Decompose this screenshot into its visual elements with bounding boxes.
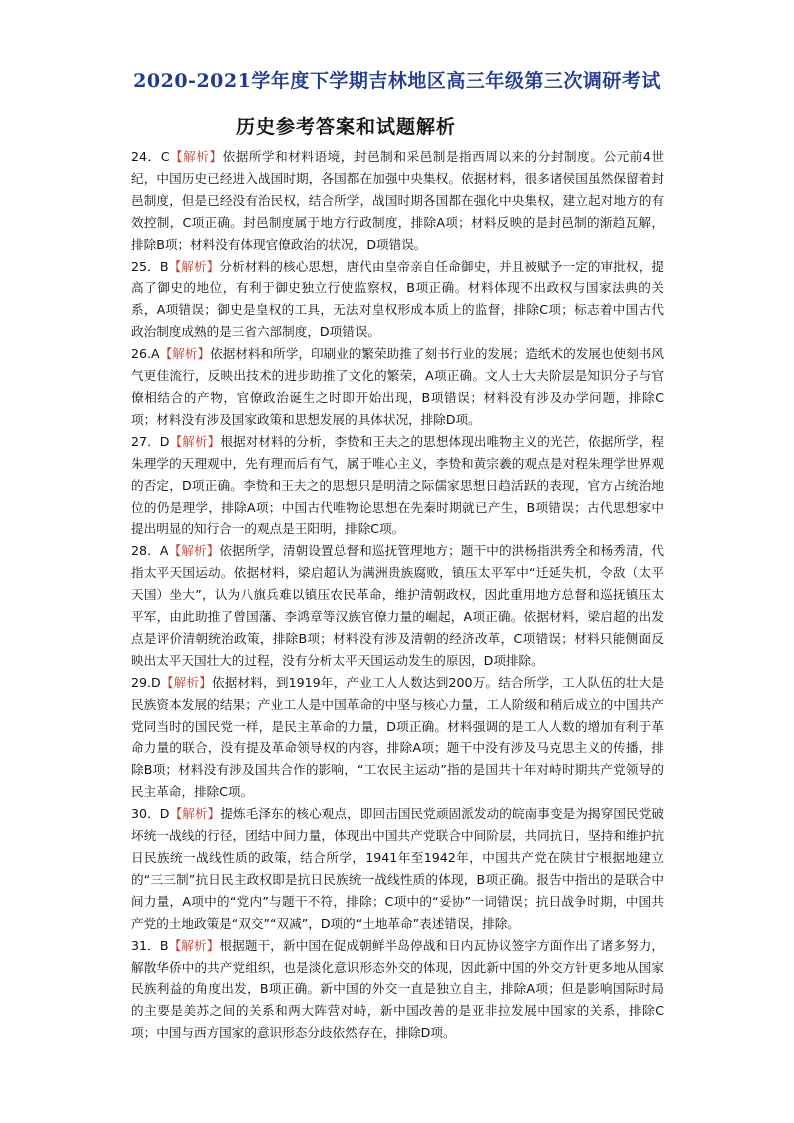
answer-number: 31．B	[131, 937, 169, 953]
answer-text: 依据材料和所学，印刷业的繁荣助推了刻书行业的发展；造纸术的发展也使刻书风气更佳流行，反映出技术的进步助推了文化的繁荣，A项正确。文人士大夫阶层是知识分子与官僚相结合的产物，官僚政治诞生之时即开始出现，B项错误；材料没有涉及办学问题，排除C项；材料没有涉及国家政策和思想发展的具体状况，排除D项。	[131, 346, 665, 427]
answer-item	[131, 431, 664, 541]
analysis-tag: 【解析】	[169, 433, 221, 449]
analysis-tag: 【解析】	[169, 149, 223, 164]
answer-item	[131, 343, 664, 431]
page-title: 2020-2021学年度下学期吉林地区高三年级第三次调研考试	[133, 70, 661, 92]
answer-number: 24．C	[131, 149, 170, 164]
answer-number: 27．D	[131, 433, 170, 449]
answer-text: 依据所学，清朝设置总督和巡抚管理地方；题干中的洪杨指洪秀全和杨秀清，代指太平天国运动。依据材料，梁启超认为满洲贵族腐败，镇压太平军中“迁延失机，令敌（太平天国）坐大”，认为八旗兵难以镇压农民革命，维护清朝政权，因此重用地方总督和巡抚镇压太平军，由此助推了曾国藩、李鸿章等汉族官僚力量的崛起，A项正确。依据材料，梁启超的出发点是评价清朝统治政策，排除B项；材料没有涉及清朝的经济改革，C项错误；材料只能侧面反映出太平天国壮大的过程，没有分析太平天国运动发生的原因，D项排除。	[131, 543, 665, 668]
answer-item	[131, 935, 664, 1045]
analysis-tag: 【解析】	[168, 937, 220, 953]
analysis-tag: 【解析】	[168, 258, 220, 274]
analysis-tag: 【解析】	[169, 806, 221, 822]
answer-item	[131, 146, 664, 256]
answer-number: 25．B	[131, 258, 169, 274]
answer-text: 依据所学和材料语境，封邑制和采邑制是指西周以来的分封制度。公元前4世纪，中国历史已经进入战国时期，各国都在加强中央集权。依据材料，很多诸侯国虽然保留着封邑制度，但是已经没有治民权，结合所学，战国时期各国都在强化中央集权，建立起对地方的有效控制，C项正确。封邑制度属于地方行政制度，排除A项；材料反映的是封邑制的渐趋瓦解，排除B项；材料没有体现官僚政治的状况，D项错误。	[131, 149, 664, 252]
answer-item	[131, 256, 664, 344]
answer-item	[131, 672, 664, 803]
answer-number: 29.D	[131, 674, 161, 690]
analysis-tag: 【解析】	[160, 674, 212, 690]
answer-text: 根据题干，新中国在促成朝鲜半岛停战和日内瓦协议签字方面作出了诸多努力，解散华侨中的共产党组织，也是淡化意识形态外交的体现，因此新中国的外交方针更多地从国家民族利益的角度出发，B项正确。新中国的外交一直是独立自主，排除A项；但是影响国际时局的主要是美苏之间的关系和两大阵营对峙，新中国改善的是亚非拉发展中国家的关系，排除C项；中国与西方国家的意识形态分歧依然存在，排除D项。	[131, 937, 664, 1041]
answer-list	[131, 146, 664, 1044]
page-subtitle: 历史参考答案和试题解析	[236, 116, 457, 138]
answer-text: 依据材料，到1919年，产业工人人数达到200万。结合所学，工人队伍的壮大是民族资本发展的结果；产业工人是中国革命的中坚与核心力量，工人阶级和稍后成立的中国共产党同当时的国民党一样，是民主革命的力量，D项正确。材料强调的是工人人数的增加有利于革命力量的联合，没有提及革命领导权的内容，排除A项；题干中没有涉及马克思主义的传播，排除B项；材料没有涉及国共合作的影响，“工农民主运动”指的是国共十年对峙时期共产党领导的民主革命，排除C项。	[131, 674, 665, 800]
answer-text: 分析材料的核心思想，唐代由皇帝亲自任命御史，并且被赋予一定的审批权，提高了御史的地位，有利于御史独立行使监察权，B项正确。材料体现不出政权与国家法典的关系，A项错误；御史是皇权的工具，无法对皇权形成本质上的监督，排除C项；标志着中国古代政治制度成熟的是三省六部制度，D项错误。	[131, 258, 664, 340]
answer-item	[131, 803, 664, 934]
answer-text: 提炼毛泽东的核心观点，即回击国民党顽固派发动的皖南事变是为揭穿国民党破坏统一战线的行径，团结中间力量，体现出中国共产党联合中间阶层，共同抗日，坚持和维护抗日民族统一战线性质的政策，结合所学，1941年至1942年，中国共产党在陕甘宁根据地建立的“三三制”抗日民主政权即是抗日民族统一战线性质的体现，B项正确。报告中指出的是联合中间力量，A项中的“党内”与题干不符，排除；C项中的“妥协”一词错误；抗日战争时期，中国共产党的土地政策是“双交”“双减”，D项的“土地革命”表述错误，排除。	[131, 806, 665, 931]
answer-number: 28．A	[131, 543, 169, 559]
analysis-tag: 【解析】	[159, 346, 211, 362]
answer-text: 根据对材料的分析，李贽和王夫之的思想体现出唯物主义的光芒，依据所学，程朱理学的天理观中，先有理而后有气，属于唯心主义，李贽和黄宗羲的观点是对程朱理学世界观的否定，D项正确。李贽和王夫之的思想只是明清之际儒家思想日趋活跃的表现，官方占统治地位的仍是理学，排除A项；中国古代唯物论思想在先秦时期就已产生，B项错误；古代思想家中提出明显的知行合一的观点是王阳明，排除C项。	[131, 433, 665, 537]
answer-number: 30．D	[131, 806, 170, 822]
answer-number: 26.A	[131, 346, 160, 362]
answer-item	[131, 540, 664, 671]
analysis-tag: 【解析】	[168, 543, 220, 559]
